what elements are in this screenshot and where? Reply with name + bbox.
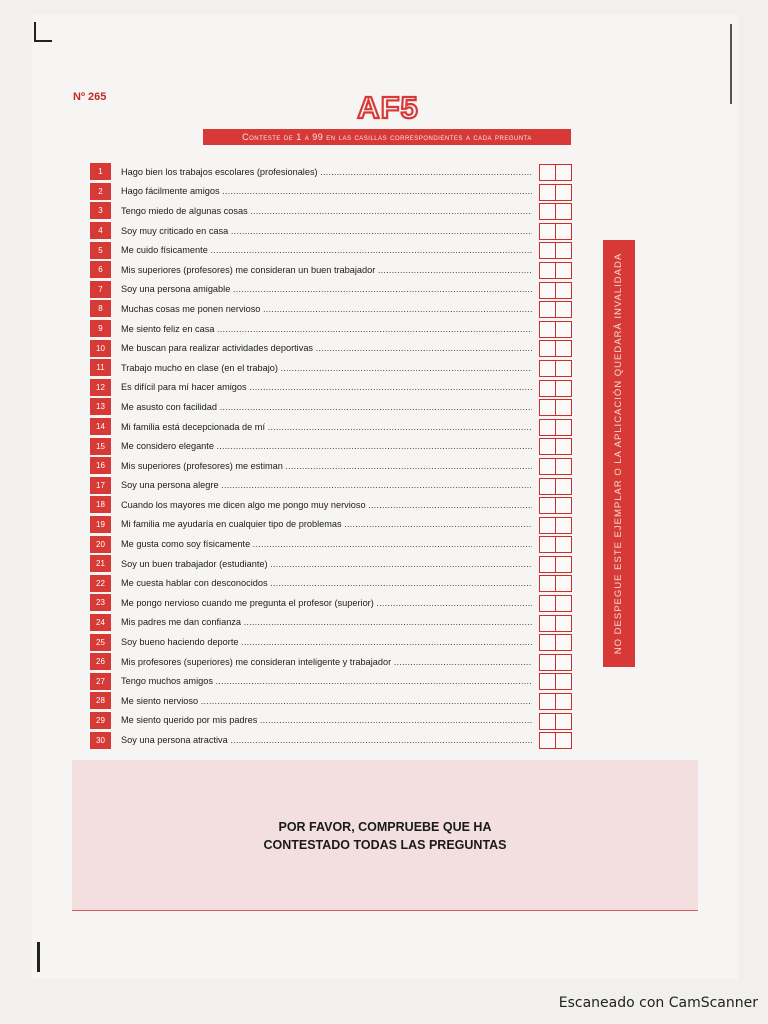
notice-line-2: CONTESTADO TODAS LAS PREGUNTAS	[263, 838, 507, 852]
answer-digit-tens[interactable]	[540, 341, 555, 356]
answer-box[interactable]	[539, 184, 572, 201]
answer-digit-tens[interactable]	[540, 498, 555, 513]
question-row	[90, 319, 576, 339]
answer-digit-tens[interactable]	[540, 518, 555, 533]
answer-digit-units[interactable]	[555, 400, 571, 415]
question-text	[121, 500, 532, 510]
question-row	[90, 338, 576, 358]
answer-digit-units[interactable]	[555, 714, 571, 729]
answer-digit-tens[interactable]	[540, 459, 555, 474]
question-text	[121, 578, 532, 588]
question-label: Mi familia me ayudaría en cualquier tipo de problemas	[121, 519, 342, 530]
question-text	[121, 363, 532, 373]
answer-digit-tens[interactable]	[540, 537, 555, 552]
answer-digit-tens[interactable]	[540, 381, 555, 396]
question-text	[121, 206, 532, 216]
answer-box[interactable]	[539, 536, 572, 553]
answer-digit-units[interactable]	[555, 635, 571, 650]
question-text	[121, 304, 532, 314]
question-row	[90, 436, 576, 456]
question-row	[90, 554, 576, 574]
question-row	[90, 593, 576, 613]
question-text	[121, 519, 532, 529]
question-text	[121, 245, 532, 255]
question-text	[121, 480, 532, 490]
question-text	[121, 265, 532, 275]
question-row	[90, 456, 576, 476]
answer-box[interactable]	[539, 262, 572, 279]
question-number: 30	[90, 732, 111, 749]
question-number: 26	[90, 653, 111, 670]
answer-digit-units[interactable]	[555, 694, 571, 709]
answer-digit-units[interactable]	[555, 518, 571, 533]
question-label: Me buscan para realizar actividades deportivas	[121, 343, 314, 354]
question-label: Soy un buen trabajador (estudiante)	[121, 558, 268, 569]
answer-box[interactable]	[539, 242, 572, 259]
question-number: 5	[90, 242, 111, 259]
answer-digit-tens[interactable]	[540, 185, 555, 200]
question-label: Trabajo mucho en clase (en el trabajo)	[121, 362, 278, 373]
question-text	[121, 422, 532, 432]
answer-digit-units[interactable]	[555, 479, 571, 494]
instructions-banner: Conteste de 1 a 99 en las casillas correspondientes a cada pregunta	[203, 129, 571, 145]
question-number: 2	[90, 183, 111, 200]
answer-digit-tens[interactable]	[540, 439, 555, 454]
answer-digit-units[interactable]	[555, 263, 571, 278]
question-label: Me siento feliz en casa	[121, 323, 215, 334]
question-label: Me considero elegante	[121, 441, 214, 452]
question-number: 16	[90, 457, 111, 474]
scan-corner-mark-bottom	[37, 942, 40, 972]
question-label: Cuando los mayores me dicen algo me pongo muy nervioso	[121, 499, 366, 510]
question-row	[90, 182, 576, 202]
answer-digit-units[interactable]	[555, 283, 571, 298]
question-label: Muchas cosas me ponen nervioso	[121, 303, 261, 314]
answer-digit-tens[interactable]	[540, 283, 555, 298]
answer-digit-units[interactable]	[555, 616, 571, 631]
question-label: Soy una persona atractiva	[121, 735, 228, 746]
answer-digit-tens[interactable]	[540, 576, 555, 591]
question-label: Me asusto con facilidad	[121, 401, 218, 412]
question-number: 7	[90, 281, 111, 298]
question-label: Mis profesores (superiores) me consideran inteligente y trabajador	[121, 656, 392, 667]
answer-box[interactable]	[539, 575, 572, 592]
answer-digit-tens[interactable]	[540, 302, 555, 317]
question-text	[121, 676, 532, 686]
question-text	[121, 657, 532, 667]
question-number: 10	[90, 340, 111, 357]
answer-box[interactable]	[539, 458, 572, 475]
answer-digit-units[interactable]	[555, 459, 571, 474]
answer-box[interactable]	[539, 732, 572, 749]
question-row	[90, 515, 576, 535]
answer-box[interactable]	[539, 673, 572, 690]
answer-digit-units[interactable]	[555, 322, 571, 337]
answer-digit-tens[interactable]	[540, 714, 555, 729]
question-row	[90, 417, 576, 437]
question-label: Me cuesta hablar con desconocidos	[121, 578, 268, 589]
question-label: Me siento querido por mis padres	[121, 715, 258, 726]
question-text	[121, 441, 532, 451]
answer-digit-tens[interactable]	[540, 420, 555, 435]
question-number: 25	[90, 634, 111, 651]
question-label: Mis padres me dan confianza	[121, 617, 242, 628]
question-list	[90, 162, 576, 750]
question-text	[121, 284, 532, 294]
answer-digit-units[interactable]	[555, 204, 571, 219]
question-text	[121, 167, 532, 177]
answer-digit-tens[interactable]	[540, 400, 555, 415]
answer-digit-tens[interactable]	[540, 694, 555, 709]
question-label: Soy bueno haciendo deporte	[121, 637, 239, 648]
question-text	[121, 343, 532, 353]
question-label: Me pongo nervioso cuando me pregunta el profesor (superior)	[121, 597, 374, 608]
answer-box[interactable]	[539, 517, 572, 534]
answer-digit-tens[interactable]	[540, 322, 555, 337]
question-label: Es difícil para mí hacer amigos	[121, 382, 247, 393]
question-number: 15	[90, 438, 111, 455]
question-row	[90, 260, 576, 280]
question-number: 18	[90, 496, 111, 513]
form-number: Nº 265	[73, 91, 107, 103]
answer-box[interactable]	[539, 340, 572, 357]
question-number: 20	[90, 536, 111, 553]
side-notice-text: NO DESPEGUE ESTE EJEMPLAR O LA APLICACIÓN QUEDARÁ INVALIDADA	[613, 252, 625, 655]
answer-digit-tens[interactable]	[540, 224, 555, 239]
question-number: 22	[90, 575, 111, 592]
answer-digit-units[interactable]	[555, 557, 571, 572]
question-label: Mis superiores (profesores) me estiman	[121, 460, 283, 471]
question-label: Soy una persona alegre	[121, 480, 219, 491]
question-label: Mis superiores (profesores) me consideran un buen trabajador	[121, 264, 376, 275]
answer-box[interactable]	[539, 556, 572, 573]
side-notice-banner	[603, 240, 635, 667]
answer-digit-units[interactable]	[555, 576, 571, 591]
answer-box[interactable]	[539, 478, 572, 495]
question-number: 8	[90, 300, 111, 317]
answer-box[interactable]	[539, 321, 572, 338]
question-text	[121, 559, 532, 569]
answer-box[interactable]	[539, 164, 572, 181]
question-label: Hago bien los trabajos escolares (profesionales)	[121, 166, 318, 177]
question-label: Me cuido físicamente	[121, 245, 208, 256]
question-number: 3	[90, 202, 111, 219]
check-answers-notice	[72, 760, 698, 911]
question-number: 6	[90, 261, 111, 278]
question-label: Soy una persona amigable	[121, 284, 231, 295]
answer-digit-units[interactable]	[555, 733, 571, 748]
answer-digit-units[interactable]	[555, 341, 571, 356]
question-number: 17	[90, 477, 111, 494]
question-text	[121, 186, 532, 196]
answer-digit-tens[interactable]	[540, 165, 555, 180]
question-row	[90, 201, 576, 221]
question-text	[121, 402, 532, 412]
question-row	[90, 652, 576, 672]
answer-digit-units[interactable]	[555, 596, 571, 611]
answer-digit-tens[interactable]	[540, 655, 555, 670]
question-text	[121, 696, 532, 706]
answer-digit-units[interactable]	[555, 498, 571, 513]
question-row	[90, 730, 576, 750]
question-number: 12	[90, 379, 111, 396]
question-row	[90, 221, 576, 241]
question-row	[90, 476, 576, 496]
answer-digit-units[interactable]	[555, 224, 571, 239]
question-number: 9	[90, 320, 111, 337]
question-text	[121, 598, 532, 608]
question-label: Tengo miedo de algunas cosas	[121, 205, 248, 216]
answer-digit-tens[interactable]	[540, 263, 555, 278]
question-row	[90, 397, 576, 417]
answer-digit-units[interactable]	[555, 165, 571, 180]
answer-digit-units[interactable]	[555, 420, 571, 435]
answer-digit-tens[interactable]	[540, 204, 555, 219]
question-number: 24	[90, 614, 111, 631]
question-row	[90, 534, 576, 554]
answer-box[interactable]	[539, 713, 572, 730]
question-number: 21	[90, 555, 111, 572]
question-label: Hago fácilmente amigos	[121, 186, 220, 197]
answer-digit-tens[interactable]	[540, 361, 555, 376]
answer-digit-tens[interactable]	[540, 596, 555, 611]
question-row	[90, 573, 576, 593]
answer-digit-tens[interactable]	[540, 733, 555, 748]
answer-digit-tens[interactable]	[540, 557, 555, 572]
answer-digit-tens[interactable]	[540, 479, 555, 494]
question-row	[90, 378, 576, 398]
answer-box[interactable]	[539, 360, 572, 377]
notice-text	[72, 818, 698, 854]
question-label: Me siento nervioso	[121, 695, 199, 706]
question-number: 27	[90, 673, 111, 690]
answer-digit-units[interactable]	[555, 674, 571, 689]
answer-box[interactable]	[539, 615, 572, 632]
answer-digit-tens[interactable]	[540, 635, 555, 650]
question-row	[90, 691, 576, 711]
answer-digit-units[interactable]	[555, 302, 571, 317]
answer-digit-units[interactable]	[555, 655, 571, 670]
question-row	[90, 240, 576, 260]
question-number: 14	[90, 418, 111, 435]
question-text	[121, 637, 532, 647]
question-text	[121, 382, 532, 392]
question-number: 1	[90, 163, 111, 180]
answer-box[interactable]	[539, 497, 572, 514]
answer-digit-units[interactable]	[555, 185, 571, 200]
answer-box[interactable]	[539, 419, 572, 436]
question-number: 19	[90, 516, 111, 533]
answer-box[interactable]	[539, 654, 572, 671]
scan-corner-mark-top	[34, 22, 36, 42]
answer-digit-units[interactable]	[555, 243, 571, 258]
answer-box[interactable]	[539, 301, 572, 318]
question-row	[90, 613, 576, 633]
answer-box[interactable]	[539, 438, 572, 455]
scan-edge-right	[730, 24, 732, 104]
question-label: Mi familia está decepcionada de mí	[121, 421, 266, 432]
question-label: Soy muy criticado en casa	[121, 225, 229, 236]
answer-digit-tens[interactable]	[540, 616, 555, 631]
question-row	[90, 632, 576, 652]
question-number: 23	[90, 594, 111, 611]
answer-box[interactable]	[539, 282, 572, 299]
answer-digit-units[interactable]	[555, 537, 571, 552]
answer-box[interactable]	[539, 380, 572, 397]
question-text	[121, 226, 532, 236]
answer-digit-units[interactable]	[555, 361, 571, 376]
question-text	[121, 461, 532, 471]
question-text	[121, 715, 532, 725]
question-row	[90, 358, 576, 378]
answer-digit-tens[interactable]	[540, 674, 555, 689]
af5-logo-text: AF5	[357, 90, 419, 124]
answer-digit-tens[interactable]	[540, 243, 555, 258]
question-number: 29	[90, 712, 111, 729]
answer-box[interactable]	[539, 223, 572, 240]
question-label: Tengo muchos amigos	[121, 676, 213, 687]
answer-box[interactable]	[539, 399, 572, 416]
question-text	[121, 617, 532, 627]
question-row	[90, 495, 576, 515]
answer-box[interactable]	[539, 693, 572, 710]
af5-logo	[352, 90, 424, 124]
question-row	[90, 162, 576, 182]
question-number: 11	[90, 359, 111, 376]
scan-corner-mark-top-line	[34, 40, 52, 42]
question-row	[90, 280, 576, 300]
question-row	[90, 671, 576, 691]
answer-box[interactable]	[539, 634, 572, 651]
answer-digit-units[interactable]	[555, 381, 571, 396]
question-text	[121, 324, 532, 334]
question-text	[121, 539, 532, 549]
answer-digit-units[interactable]	[555, 439, 571, 454]
question-number: 4	[90, 222, 111, 239]
question-row	[90, 711, 576, 731]
question-text	[121, 735, 532, 745]
question-number: 28	[90, 692, 111, 709]
question-label: Me gusta como soy físicamente	[121, 539, 251, 550]
camscanner-watermark: Escaneado con CamScanner	[558, 995, 758, 1011]
answer-box[interactable]	[539, 203, 572, 220]
notice-line-1: POR FAVOR, COMPRUEBE QUE HA	[278, 820, 492, 834]
answer-box[interactable]	[539, 595, 572, 612]
question-number: 13	[90, 398, 111, 415]
question-row	[90, 299, 576, 319]
